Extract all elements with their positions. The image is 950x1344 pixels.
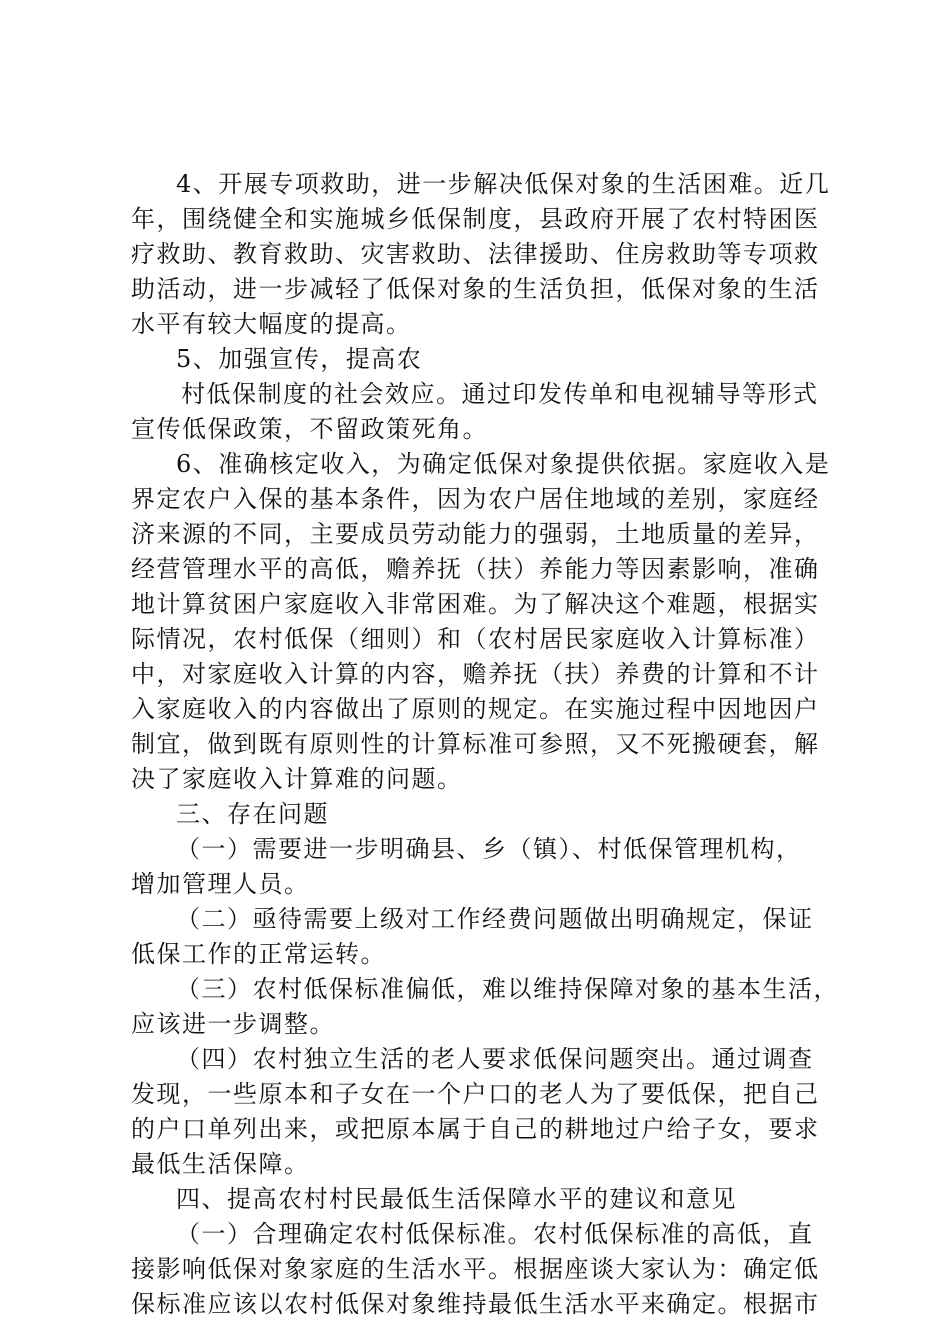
text-line: 制宜，做到既有原则性的计算标准可参照，又不死搬硬套，解 [131,730,820,758]
text-line: 的户口单列出来，或把原本属于自己的耕地过户给子女，要求 [131,1115,820,1143]
text-line: 年，围绕健全和实施城乡低保制度，县政府开展了农村特困医 [131,205,820,233]
text-line: 疗救助、教育救助、灾害救助、法律援助、住房救助等专项救 [131,240,820,268]
text-line: 决了家庭收入计算难的问题。 [131,765,463,793]
text-line: 最低生活保障。 [131,1150,310,1178]
text-line: 低保工作的正常运转。 [131,940,386,968]
text-line: 经营管理水平的高低，赡养抚（扶）养能力等因素影响，准确 [131,555,820,583]
section-heading: 四、提高农村村民最低生活保障水平的建议和意见 [176,1185,737,1213]
text-line: 应该进一步调整。 [131,1010,335,1038]
text-line: 济来源的不同，主要成员劳动能力的强弱，土地质量的差异， [131,520,820,548]
text-line: 增加管理人员。 [131,870,310,898]
text-line: 中，对家庭收入计算的内容，赡养抚（扶）养费的计算和不计 [131,660,820,688]
text-line: （三）农村低保标准偏低，难以维持保障对象的基本生活， [176,975,839,1003]
text-line: 发现，一些原本和子女在一个户口的老人为了要低保，把自己 [131,1080,820,1108]
text-line: 界定农户入保的基本条件，因为农户居住地域的差别，家庭经 [131,485,820,513]
text-line: 村低保制度的社会效应。通过印发传单和电视辅导等形式 [181,380,819,408]
text-line: 接影响低保对象家庭的生活水平。根据座谈大家认为：确定低 [131,1255,820,1283]
text-line: （一）需要进一步明确县、乡（镇）、村低保管理机构， [176,835,802,863]
text-line: （二）亟待需要上级对工作经费问题做出明确规定，保证 [176,905,814,933]
text-line: 地计算贫困户家庭收入非常困难。为了解决这个难题，根据实 [131,590,820,618]
section-heading: 三、存在问题 [176,800,329,828]
text-line: 宣传低保政策，不留政策死角。 [131,415,488,443]
text-line: 水平有较大幅度的提高。 [131,310,412,338]
text-line: （一）合理确定农村低保标准。农村低保标准的高低，直 [176,1220,814,1248]
text-line: 保标准应该以农村低保对象维持最低生活水平来确定。根据市 [131,1290,820,1318]
text-line: 5、加强宣传，提高农 [176,345,423,373]
text-line: 际情况，农村低保（细则）和（农村居民家庭收入计算标准） [131,625,820,653]
text-line: 助活动，进一步减轻了低保对象的生活负担，低保对象的生活 [131,275,820,303]
text-line: （四）农村独立生活的老人要求低保问题突出。通过调查 [176,1045,814,1073]
text-line: 4、开展专项救助，进一步解决低保对象的生活困难。近几 [176,170,831,198]
text-line: 入家庭收入的内容做出了原则的规定。在实施过程中因地因户 [131,695,820,723]
text-line: 6、准确核定收入，为确定低保对象提供依据。家庭收入是 [176,450,831,478]
